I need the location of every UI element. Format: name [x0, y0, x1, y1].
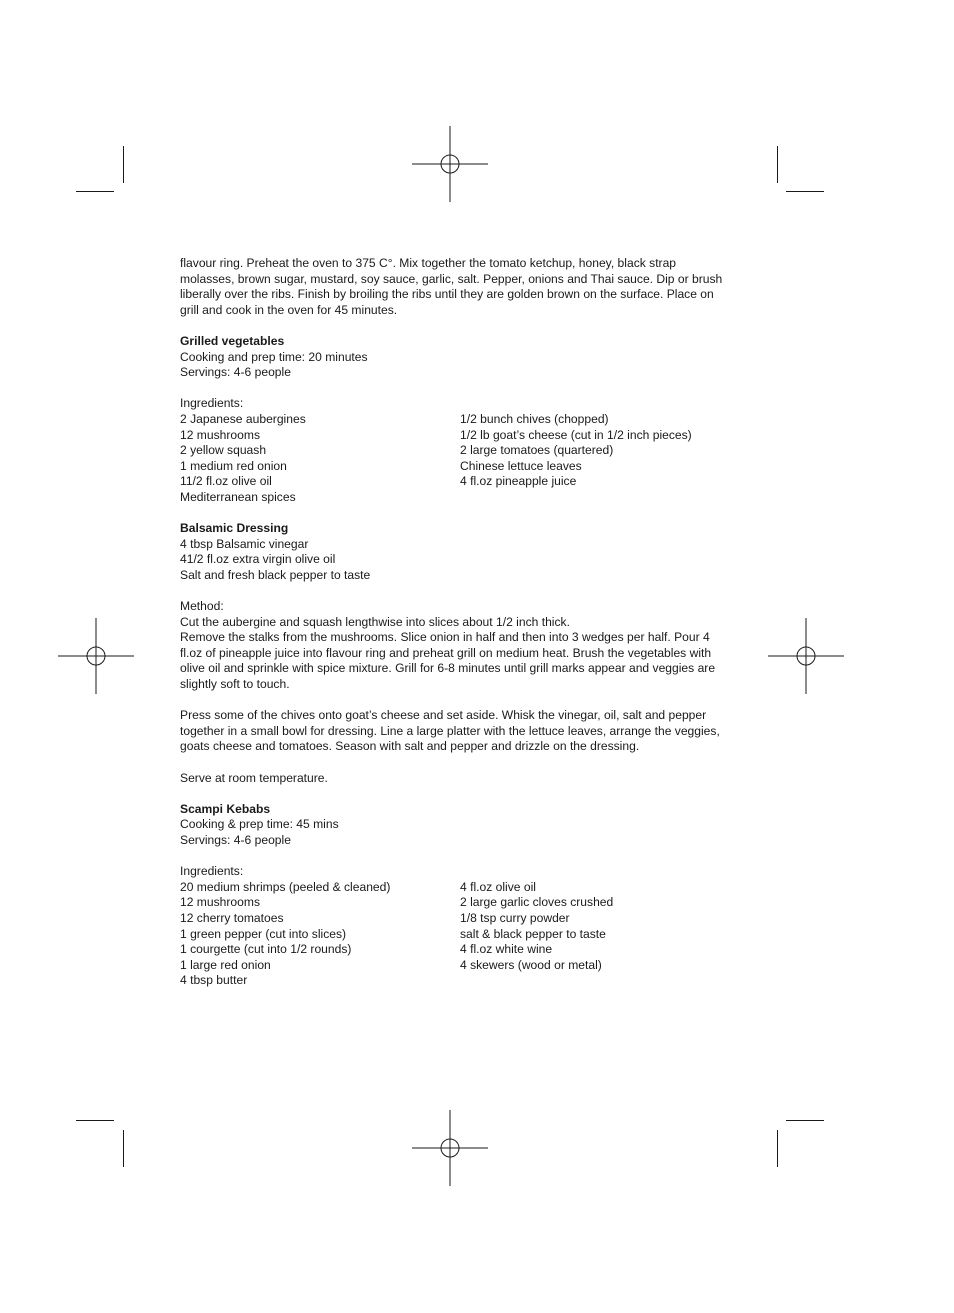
- method-label: Method:: [180, 599, 224, 614]
- ingredient-item: 11/2 fl.oz olive oil: [180, 474, 272, 489]
- ingredient-item: 4 fl.oz white wine: [460, 942, 553, 957]
- ingredient-item: Chinese lettuce leaves: [460, 458, 582, 473]
- ingredient-item: 1 green pepper (cut into slices): [180, 926, 347, 941]
- ingredient-item: 2 Japanese aubergines: [180, 411, 306, 426]
- scampi-kebabs-recipe: [180, 802, 725, 989]
- crop-mark-bottom-left-horizontal: [76, 1120, 114, 1121]
- ingredients-column-left: [180, 412, 455, 506]
- ingredient-item: 1/2 lb goat’s cheese (cut in 1/2 inch pieces): [460, 427, 692, 442]
- ingredients-label: Ingredients:: [180, 864, 244, 879]
- ingredient-item: salt & black pepper to taste: [460, 926, 606, 941]
- ingredients-list: [180, 880, 725, 989]
- ingredient-item: 4 skewers (wood or metal): [460, 957, 602, 972]
- recipe-title: Grilled vegetables: [180, 333, 285, 348]
- ingredients-column-left: [180, 880, 455, 989]
- ingredient-item: 12 mushrooms: [180, 895, 260, 910]
- crop-mark-bottom-right-horizontal: [786, 1120, 824, 1121]
- crop-mark-top-left-vertical: [123, 146, 124, 183]
- ingredient-item: 1 courgette (cut into 1/2 rounds): [180, 942, 352, 957]
- ingredient-item: 4 fl.oz pineapple juice: [460, 474, 577, 489]
- servings: Servings: 4-6 people: [180, 365, 291, 380]
- method-paragraph: Press some of the chives onto goat’s cheese and set aside. Whisk the vinegar, oil, salt and pepper together in a small bowl for dressing. Line a large platter with the lettuce leaves, arrange the veggies, goats cheese and tomatoes. Season with salt and pepper and drizzle on the dressing.: [180, 708, 720, 754]
- ingredient-item: 1 large red onion: [180, 957, 271, 972]
- crop-mark-top-right-vertical: [777, 146, 778, 183]
- registration-mark-left-icon: [58, 618, 134, 694]
- ingredients-column-right: [460, 880, 725, 974]
- method-step-line: Cut the aubergine and squash lengthwise into slices about 1/2 inch thick.: [180, 614, 570, 629]
- dressing-item: 41/2 fl.oz extra virgin olive oil: [180, 552, 336, 567]
- grilled-vegetables-recipe: [180, 334, 725, 802]
- dressing-item: Salt and fresh black pepper to taste: [180, 567, 371, 582]
- ingredient-item: 4 fl.oz olive oil: [460, 879, 536, 894]
- ingredients-column-right: [460, 412, 725, 490]
- ingredient-item: 20 medium shrimps (peeled & cleaned): [180, 879, 391, 894]
- ingredient-item: 1/8 tsp curry powder: [460, 910, 570, 925]
- crop-mark-bottom-left-vertical: [123, 1130, 124, 1167]
- ingredient-item: 2 large tomatoes (quartered): [460, 443, 614, 458]
- serving-note: Serve at room temperature.: [180, 770, 328, 785]
- crop-mark-top-left-horizontal: [76, 191, 114, 192]
- ingredient-item: 4 tbsp butter: [180, 973, 248, 988]
- method-paragraph: Remove the stalks from the mushrooms. Slice onion in half and then into 3 wedges per half. Pour 4 fl.oz of pineapple juice into flavour ring and preheat grill on medium heat. Brush the vegetables with olive oil and sprinkle with spice mixture. Grill for 6-8 minutes until grill marks appear and veggies are slightly soft to touch.: [180, 630, 716, 692]
- prep-time: Cooking and prep time: 20 minutes: [180, 349, 368, 364]
- dressing-title: Balsamic Dressing: [180, 521, 289, 536]
- ingredient-item: 2 yellow squash: [180, 443, 267, 458]
- ingredients-list: [180, 412, 725, 506]
- ingredients-label: Ingredients:: [180, 396, 244, 411]
- intro-paragraph: flavour ring. Preheat the oven to 375 C°. Mix together the tomato ketchup, honey, black strap molasses, brown sugar, mustard, soy sauce, garlic, salt. Pepper, onions and Thai sauce. Dip or brush liberally over the ribs. Finish by broiling the ribs until they are golden brown on the surface. Place on grill and cook in the oven for 45 minutes.: [180, 256, 723, 317]
- dressing-item: 4 tbsp Balsamic vinegar: [180, 536, 309, 551]
- recipe-title: Scampi Kebabs: [180, 801, 271, 816]
- recipe-page-body: [180, 256, 725, 989]
- prep-time: Cooking & prep time: 45 mins: [180, 817, 339, 832]
- registration-mark-bottom-icon: [412, 1110, 488, 1186]
- crop-mark-top-right-horizontal: [786, 191, 824, 192]
- ingredient-item: 1 medium red onion: [180, 458, 287, 473]
- ingredient-item: 2 large garlic cloves crushed: [460, 895, 614, 910]
- registration-mark-top-icon: [412, 126, 488, 202]
- registration-mark-right-icon: [768, 618, 844, 694]
- servings: Servings: 4-6 people: [180, 833, 291, 847]
- ingredient-item: 1/2 bunch chives (chopped): [460, 411, 609, 426]
- ingredient-item: Mediterranean spices: [180, 489, 296, 504]
- ingredient-item: 12 mushrooms: [180, 427, 260, 442]
- ingredient-item: 12 cherry tomatoes: [180, 910, 284, 925]
- crop-mark-bottom-right-vertical: [777, 1130, 778, 1167]
